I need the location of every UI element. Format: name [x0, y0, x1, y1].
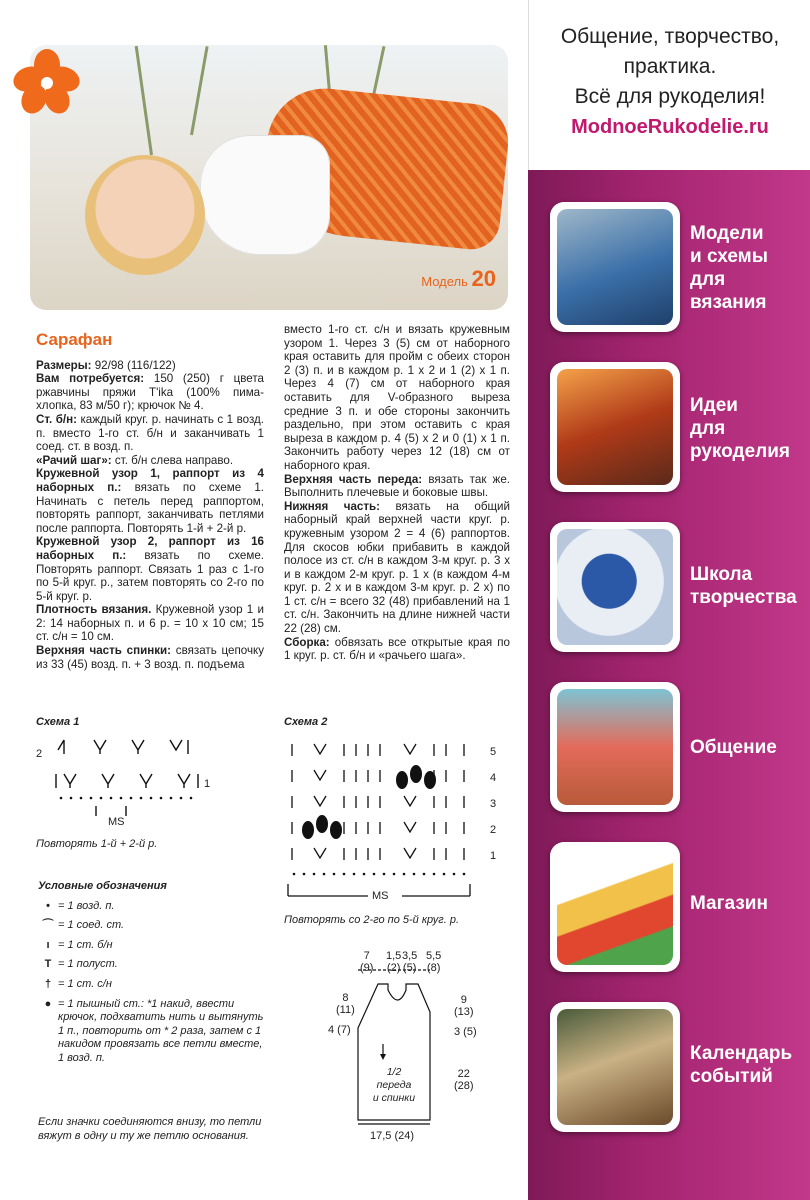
scheme-2 [284, 716, 514, 936]
legend-item [38, 978, 268, 992]
pattern-top-label: 3,5 (5) [402, 950, 418, 974]
legend-symbol: • [46, 899, 50, 912]
scheme-1-row-label: 2 [36, 748, 43, 760]
pattern-top-label: 5,5 (8) [426, 950, 442, 974]
legend-item [38, 939, 268, 953]
pattern-left-label: 4 (7) [328, 1024, 351, 1036]
scheme-2-chart [284, 734, 497, 914]
legend-text: = 1 ст. б/н [58, 938, 113, 951]
legend-text: = 1 соед. ст. [58, 919, 125, 932]
article-title: Сарафан [36, 330, 113, 349]
legend-symbol: ı [46, 938, 50, 951]
legend-item [38, 919, 268, 933]
sidebar-item-school[interactable]: Школа творчества [690, 564, 797, 608]
tile-calendar[interactable] [550, 1002, 680, 1132]
scheme-1-chart [36, 736, 236, 816]
legend-text: = 1 полуст. [58, 958, 118, 971]
pattern-left-label: 8 (11) [336, 992, 355, 1016]
scheme-2-row-label: 5 [490, 746, 497, 758]
model-label: Модель 20 [421, 266, 496, 291]
scheme-1-ms-label: MS [108, 816, 125, 828]
sidebar-item-ideas[interactable]: Идеи для рукоделия [690, 395, 791, 462]
scheme-1-row-label: 1 [204, 778, 211, 790]
scheme-2-row-label: 3 [490, 798, 497, 810]
knitting-image [557, 209, 673, 325]
pattern-right-label: 9 (13) [454, 994, 474, 1018]
legend-text: = 1 ст. с/н [58, 977, 112, 990]
article-paragraph: Верхняя часть переда: вязать так же. Выполнить плечевые и боковые швы. [284, 472, 510, 500]
ideas-image [557, 369, 673, 485]
scheme-1-title: Схема 1 [36, 716, 80, 728]
article-paragraph: Вам потребуется: 150 (250) г цвета ржавчины пряжи T'ika (100% пима-хлопка, 83 м/50 г); крючок № 4. [36, 372, 264, 413]
pattern-right-label: 3 (5) [454, 1026, 477, 1038]
model-photo [30, 45, 508, 310]
tile-community[interactable] [550, 682, 680, 812]
tile-knitting[interactable] [550, 202, 680, 332]
scheme-2-caption: Повторять со 2-го по 5-й круг. р. [284, 914, 460, 926]
pattern-center-label: 1/2 переда и спинки [372, 1066, 416, 1104]
scheme-2-title: Схема 2 [284, 716, 328, 728]
scheme-2-row-label: 2 [490, 824, 497, 836]
legend-symbol: ● [44, 997, 52, 1010]
article-paragraph: «Рачий шаг»: ст. б/н слева направо. [36, 453, 234, 467]
hibiscus-icon [12, 47, 82, 117]
legend-text: = 1 пышный ст.: *1 накид, ввести крючок, подхватить нить и вытянуть 1 п., повторить от * 2 раза, затем с 1 накидом провязать все петли вместе, 1 возд. п. [58, 997, 264, 1064]
scheme-2-row-label: 1 [490, 850, 497, 862]
legend-item [38, 900, 268, 914]
pattern-bottom-label: 17,5 (24) [370, 1130, 415, 1142]
calendar-image [557, 1009, 673, 1125]
slogan: Общение, творчество, практика. Всё для рукоделия! [560, 25, 780, 108]
article-paragraph: Сборка: обвязать все открытые края по 1 круг. р. ст. б/н и «рачьего шага». [284, 635, 510, 663]
legend-title: Условные обозначения [38, 880, 167, 892]
legend-item [38, 958, 268, 972]
scheme-2-row-label: 4 [490, 772, 497, 784]
school-image [557, 529, 673, 645]
sidebar-item-shop[interactable]: Магазин [690, 893, 768, 914]
article-col-1 [36, 330, 265, 671]
pattern-top-label: 7 (9) [360, 950, 374, 974]
scheme-1-caption: Повторять 1-й + 2-й р. [36, 838, 158, 850]
child-head [85, 155, 205, 275]
legend-symbol: † [44, 977, 52, 990]
sidebar-item-knitting[interactable]: Модели и схемы для вязания [690, 223, 768, 313]
pattern-diagram [320, 950, 490, 1150]
legend-symbol: T [44, 958, 52, 971]
legend [38, 880, 268, 1066]
article-paragraph: Плотность вязания. Кружевной узор 1 и 2: 14 наборных п. и 6 р. = 10 х 10 см; 15 ст. с/н = 10 см. [36, 603, 265, 644]
note-text: Если значки соединяются внизу, то петли вяжут в одну и ту же петлю основания. [38, 1116, 262, 1142]
article-paragraph: Кружевной узор 1, раппорт из 4 наборных п.: вязать по схеме 1. Начинать с петель перед раппортом, повторять раппорт, заканчивать петлями после раппорта. Повторять 1-й + 2-й р. [36, 467, 264, 535]
community-image [557, 689, 673, 805]
site-link[interactable]: ModnoeRukodelie.ru [571, 116, 769, 138]
article-paragraph: Ст. б/н: каждый круг. р. начинать с 1 возд. п. вместо 1-го ст. б/н и заканчивать 1 соед. ст. в возд. п. [36, 412, 264, 454]
article-paragraph: Нижняя часть: вязать на общий наборный край верхней части круг. р. кружевным узором 2 = 4 (6) раппортов. Для скосов юбки прибавить в каждой полосе из ст. с/н в каждом 3-м круг. р. 3 х и в каждом 2-м круг. р. 1 х (в каждом 4-м круг. р. 2 х и в каждом 3-м круг. р. 2 х) по 1 ст. с/н = всего 32 (48) прибавлений на 1 ст. с/н. Закончить на длине нижней части 22 (28) см. [284, 499, 510, 636]
article-col-2 [284, 323, 510, 663]
sidebar-item-calendar[interactable]: Календарь событий [690, 1043, 793, 1087]
article-paragraph: Кружевной узор 2, раппорт из 16 наборных п.: вязать по схеме. Повторять раппорт. Связать 1 раз с 1-го по 5-й круг. р., затем повторять со 2-го по 5-й круг. р. [36, 535, 264, 603]
article-paragraph: Размеры: 92/98 (116/122) [36, 358, 176, 372]
legend-text: = 1 возд. п. [58, 899, 115, 912]
article-paragraph: вместо 1-го ст. с/н и вязать кружевным узором 1. Через 3 (5) см от наборного края оставить для пройм с обеих сторон 2 (3) п. и в каждом р. 1 х 2 и 1 (2) х 1 п. Через 4 (7) см от наборного края оставить для V-образного выреза средние 3 п. и обе стороны закончить раздельно, при этом оставить с края выреза в каждом р. 4 (5) х 2 и 0 (1) х 1 п. Закончить работу через 12 (18) см от наборного края. [284, 323, 510, 472]
sidebar-item-community[interactable]: Общение [690, 737, 777, 758]
shop-image [557, 849, 673, 965]
scheme-2-ms-label: MS [372, 890, 389, 902]
tile-school[interactable] [550, 522, 680, 652]
tile-ideas[interactable] [550, 362, 680, 492]
legend-item [38, 998, 268, 1066]
article-paragraph: Верхняя часть спинки: связать цепочку из 33 (45) возд. п. + 3 возд. п. подъема [36, 644, 264, 671]
scheme-1 [36, 716, 266, 856]
pattern-right-label: 22 (28) [454, 1068, 474, 1092]
pattern-top-label: 1,5 (2) [386, 950, 402, 974]
legend-symbol: ⌒ [42, 919, 54, 932]
sidebar-ad [528, 0, 810, 1200]
tile-shop[interactable] [550, 842, 680, 972]
